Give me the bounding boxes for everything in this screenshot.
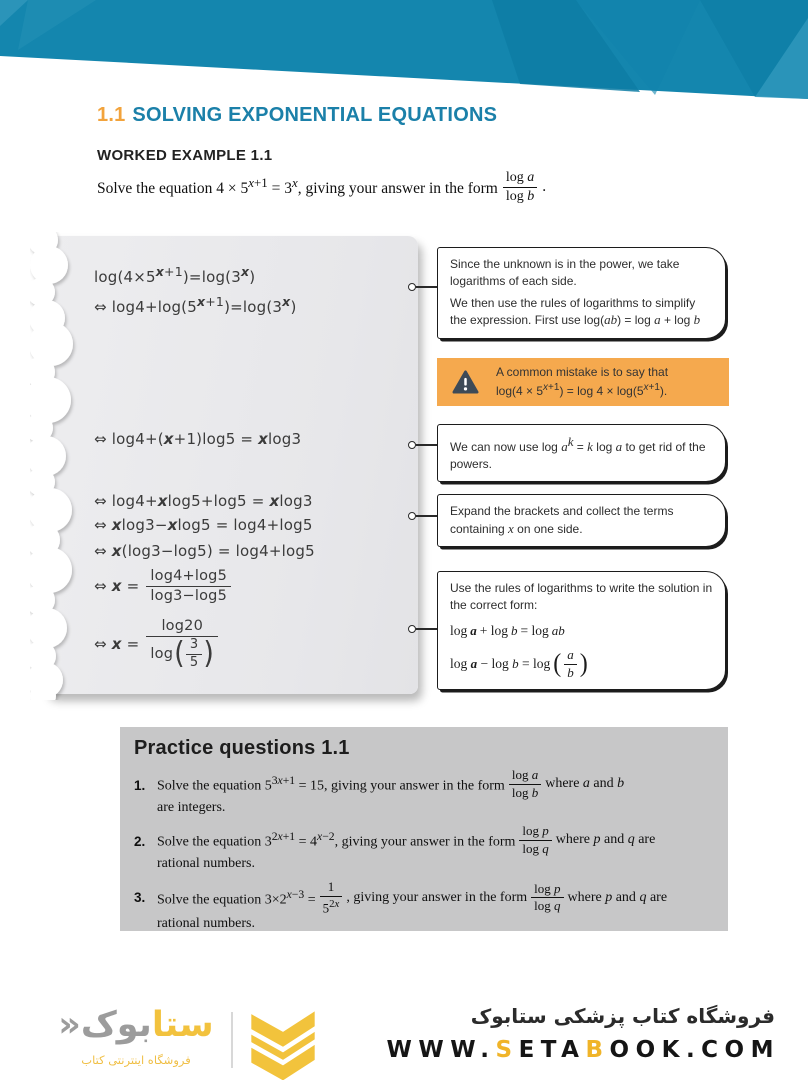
connector-line: [416, 286, 437, 288]
worked-example-box: [46, 236, 418, 694]
store-name-persian: فروشگاه کتاب پزشکی ستابوک: [470, 1004, 775, 1028]
guillemet-glyph: «: [58, 1005, 81, 1045]
header-band-graphic: [0, 0, 808, 102]
solution-step-2: ⇔ $\log 4+\log(5^{x+1})=\log(3^x)$: [94, 294, 297, 316]
section-number: 1.1: [97, 104, 126, 126]
practice-question-2: 2. Solve the equation $3^{2x+1} = 4^{x-2}$, giving your answer in the form $\frac{\text{log p}}{\text{log q}}$ where p and q are rational numbers.: [134, 823, 656, 872]
callout-power-rule: We can now use $\log a^k = k$ log a to get rid of the powers.: [437, 424, 726, 482]
setabook-logo-wordmark: ستابوک«: [58, 1005, 214, 1045]
warning-box: [437, 358, 729, 406]
q3-fraction-2: $\frac{\text{log p}}{\text{log q}}$: [531, 882, 563, 914]
close-paren: ): [579, 649, 588, 679]
warning-triangle-icon: [452, 370, 479, 395]
solution-step-6: ⇔ x(log3−log5) = log4+log5: [94, 542, 315, 560]
practice-question-3: 3. Solve the equation $3\times 2^{x-3}$ = $\frac{1}{5^{2x}}$ , giving your answer in the form $\frac{\text{log p}}{\text{log q}}$ where p and q are rational numbers.: [134, 879, 668, 931]
logo-tagline: فروشگاه اینترنتی کتاب: [81, 1053, 191, 1067]
problem-fraction: $\frac{\text{log a}}{\text{log b}}$: [503, 170, 537, 204]
callout-connector-1: [408, 282, 437, 292]
log-rule-difference: log a − log b = log ( $\frac{a}{b}$ ): [450, 647, 588, 681]
worked-example-heading: WORKED EXAMPLE 1.1: [97, 147, 273, 164]
website-url: WWW.SETABOOK.COM: [386, 1037, 780, 1063]
solution-step-5: ⇔ xlog3−xlog5 = log4+log5: [94, 516, 313, 534]
connector-dot: [408, 283, 416, 291]
section-title-text: SOLVING EXPONENTIAL EQUATIONS: [132, 104, 498, 126]
close-paren: ): [203, 636, 215, 671]
q2-fraction: $\frac{\text{log p}}{\text{log q}}$: [519, 824, 551, 856]
callout-expand-brackets: Expand the brackets and collect the terms containing x on one side.: [437, 494, 726, 547]
callout-connector-3: [408, 511, 437, 521]
q1-fraction: $\frac{\text{log a}}{\text{log b}}$: [509, 768, 541, 800]
connector-dot: [408, 625, 416, 633]
a-over-b-fraction: $\frac{a}{b}$: [564, 648, 577, 680]
connector-dot: [408, 441, 416, 449]
step7-fraction: $\frac{\log 4+\log 5}{\log 3-\log 5}$: [146, 568, 231, 604]
setabook-chevron-logo-icon: [243, 1003, 323, 1080]
practice-questions-box: [120, 727, 728, 931]
connector-line: [416, 515, 437, 517]
practice-question-1: 1. Solve the equation $5^{3x+1} = 15$, giving your answer in the form $\frac{\text{log a}}{\text{log b}}$ where a and b are integers.: [134, 767, 625, 816]
open-paren: (: [553, 649, 562, 679]
problem-period: .: [542, 178, 547, 195]
connector-dot: [408, 512, 416, 520]
callout-log-rules: Use the rules of logarithms to write the solution in the correct form: log a + log b = log ab log a − log b = log ( $\frac{a}{b}$ ): [437, 571, 726, 690]
callout-connector-4: [408, 624, 437, 634]
section-title: [97, 104, 497, 127]
torn-paper-edge: [30, 232, 96, 700]
callout-connector-2: [408, 440, 437, 450]
step8-fraction: log20 log ( $\frac{3}{5}$ ): [146, 618, 218, 671]
callout-take-logs: Since the unknown is in the power, we take logarithms of each side. We then use the rules of logarithms to simplify the expression. First use log(ab) = log a + log b: [437, 247, 726, 339]
solution-step-3: ⇔ log4+(x+1)log5 = xlog3: [94, 430, 302, 448]
log-rule-sum: log a + log b = log ab: [450, 622, 565, 638]
practice-title: Practice questions 1.1: [134, 737, 350, 759]
logo-divider: [231, 1012, 233, 1068]
problem-text: Solve the equation $4 \times 5^{x+1} = 3^x$, giving your answer in the form: [97, 175, 498, 198]
step8-inner-fraction: $\frac{3}{5}$: [186, 638, 202, 671]
problem-statement: [97, 165, 546, 209]
solution-step-8: ⇔ x = log20 log ( $\frac{3}{5}$ ): [94, 618, 218, 671]
open-paren: (: [174, 636, 185, 671]
solution-step-4: ⇔ log4+xlog5+log5 = xlog3: [94, 492, 313, 510]
q3-fraction-1: $\frac{1}{5^{2x}}$: [320, 880, 343, 915]
solution-step-1: $\log(4\times 5^{x+1})=\log(3^x)$: [94, 264, 256, 286]
solution-step-7: ⇔ x = $\frac{\log 4+\log 5}{\log 3-\log 5}$: [94, 568, 231, 604]
connector-line: [416, 444, 437, 446]
connector-line: [416, 628, 437, 630]
warning-text: A common mistake is to say that $\log(4 \times 5^{x+1}) = \log 4 \times \log(5^{x+1})$.: [496, 364, 669, 398]
